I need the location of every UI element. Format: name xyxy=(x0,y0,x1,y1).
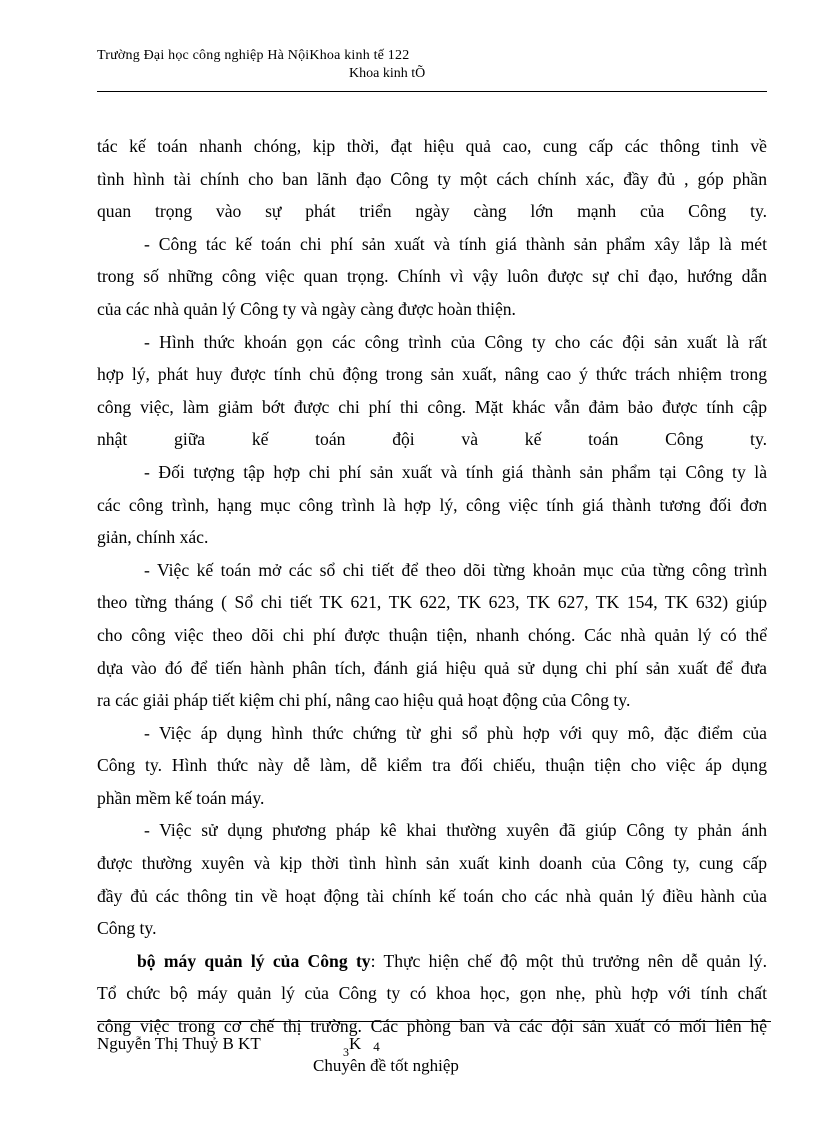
text-line: - Công tác kế toán chi phí sản xuất và tính giá thành sản phẩm xây lắp là mét xyxy=(144,233,767,254)
paragraph-4 xyxy=(97,456,767,554)
text-line: dựa vào đó để tiến hành phân tích, đánh giá hiệu quả sử dụng chi phí sản xuất để đưa xyxy=(97,657,767,678)
header-divider xyxy=(97,91,767,92)
paragraph-7 xyxy=(97,814,767,944)
text-line: phần mềm kế toán máy. xyxy=(97,787,265,808)
text-line: đầy đủ các thông tin về hoạt động tài chính kế toán cho các nhà quản lý điều hành của xyxy=(97,885,767,906)
footer-class-code xyxy=(343,1034,380,1059)
footer-divider xyxy=(97,1021,771,1022)
header-faculty-line: Khoa kinh tÕ xyxy=(349,66,426,81)
text-line: - Việc sử dụng phương pháp kê khai thường xuyên đã giúp Công ty phản ánh xyxy=(144,820,767,841)
header-school-line: Trường Đại học công nghiệp Hà NộiKhoa kinh tế 122 xyxy=(97,48,410,63)
text-line: tình hình tài chính cho ban lãnh đạo Công ty một cách chính xác, đầy đủ , góp phần xyxy=(97,168,767,189)
text-line: - Việc áp dụng hình thức chứng từ ghi sổ phù hợp với quy mô, đặc điểm của xyxy=(144,722,767,743)
paragraph-3 xyxy=(97,326,767,456)
footer-code-sub: 3 xyxy=(343,1045,349,1059)
document-body xyxy=(97,130,767,1043)
paragraph-2 xyxy=(97,228,767,326)
footer-code-letter: K xyxy=(349,1034,362,1053)
text-line: được thường xuyên và kịp thời tình hình sản xuất kinh doanh của Công ty, cung cấp xyxy=(97,853,767,874)
footer-document-title: Chuyên đề tốt nghiệp xyxy=(313,1056,459,1075)
text-line xyxy=(97,945,767,978)
paragraph-5 xyxy=(97,554,767,717)
text-line: các công trình, hạng mục công trình là hợp lý, công việc tính giá thành tương đối đơn xyxy=(97,494,767,515)
heading-rest: : Thực hiện chế độ một thủ trưởng nên dễ quản lý. xyxy=(370,950,767,971)
text-line: giản, chính xác. xyxy=(97,527,209,548)
text-line: hợp lý, phát huy được tính chủ động trong sản xuất, nâng cao ý thức trách nhiệm trong xyxy=(97,364,767,385)
footer-author: Nguyễn Thị Thuỷ B KT xyxy=(97,1034,261,1053)
section-heading: bộ máy quản lý của Công ty xyxy=(137,950,371,971)
text-line: - Việc kế toán mở các sổ chi tiết để theo dõi từng khoản mục của từng công trình xyxy=(144,559,767,580)
text-line: công việc trong cơ chế thị trường. Các phòng ban và các đội sản xuất có mối liên hệ xyxy=(97,1016,767,1037)
text-line: Công ty. xyxy=(97,918,157,939)
text-line: cho công việc theo dõi chi phí được thuận tiện, nhanh chóng. Các nhà quản lý có thể xyxy=(97,624,767,645)
text-line: công việc, làm giảm bớt được chi phí thi công. Mặt khác vẫn đảm bảo được tính cập xyxy=(97,396,767,417)
text-line: của các nhà quản lý Công ty và ngày càng được hoàn thiện. xyxy=(97,298,516,319)
text-line: - Hình thức khoán gọn các công trình của Công ty cho các đội sản xuất là rất xyxy=(144,331,767,352)
text-line: Tổ chức bộ máy quản lý của Công ty có khoa học, gọn nhẹ, phù hợp với tính chất xyxy=(97,983,767,1004)
paragraph-8 xyxy=(97,945,767,1043)
text-line: nhật giữa kế toán đội và kế toán Công ty. xyxy=(97,429,767,450)
text-line: - Đối tượng tập hợp chi phí sản xuất và tính giá thành sản phẩm tại Công ty là xyxy=(144,461,767,482)
text-line: Công ty. Hình thức này dễ làm, dễ kiểm tra đối chiếu, thuận tiện cho việc áp dụng xyxy=(97,755,767,776)
text-line: quan trọng vào sự phát triển ngày càng lớn mạnh của Công ty. xyxy=(97,201,767,222)
footer-code-num: 4 xyxy=(373,1039,380,1054)
text-line: tác kế toán nhanh chóng, kịp thời, đạt hiệu quả cao, cung cấp các thông tinh về xyxy=(97,136,767,156)
text-line: theo từng tháng ( Sổ chi tiết TK 621, TK 622, TK 623, TK 627, TK 154, TK 632) giúp xyxy=(97,592,767,613)
text-line: ra các giải pháp tiết kiệm chi phí, nâng cao hiệu quả hoạt động của Công ty. xyxy=(97,690,631,711)
paragraph-6 xyxy=(97,717,767,815)
text-line: trong số những công việc quan trọng. Chính vì vậy luôn được sự chỉ đạo, hướng dẫn xyxy=(97,266,767,287)
paragraph-1 xyxy=(97,130,767,228)
